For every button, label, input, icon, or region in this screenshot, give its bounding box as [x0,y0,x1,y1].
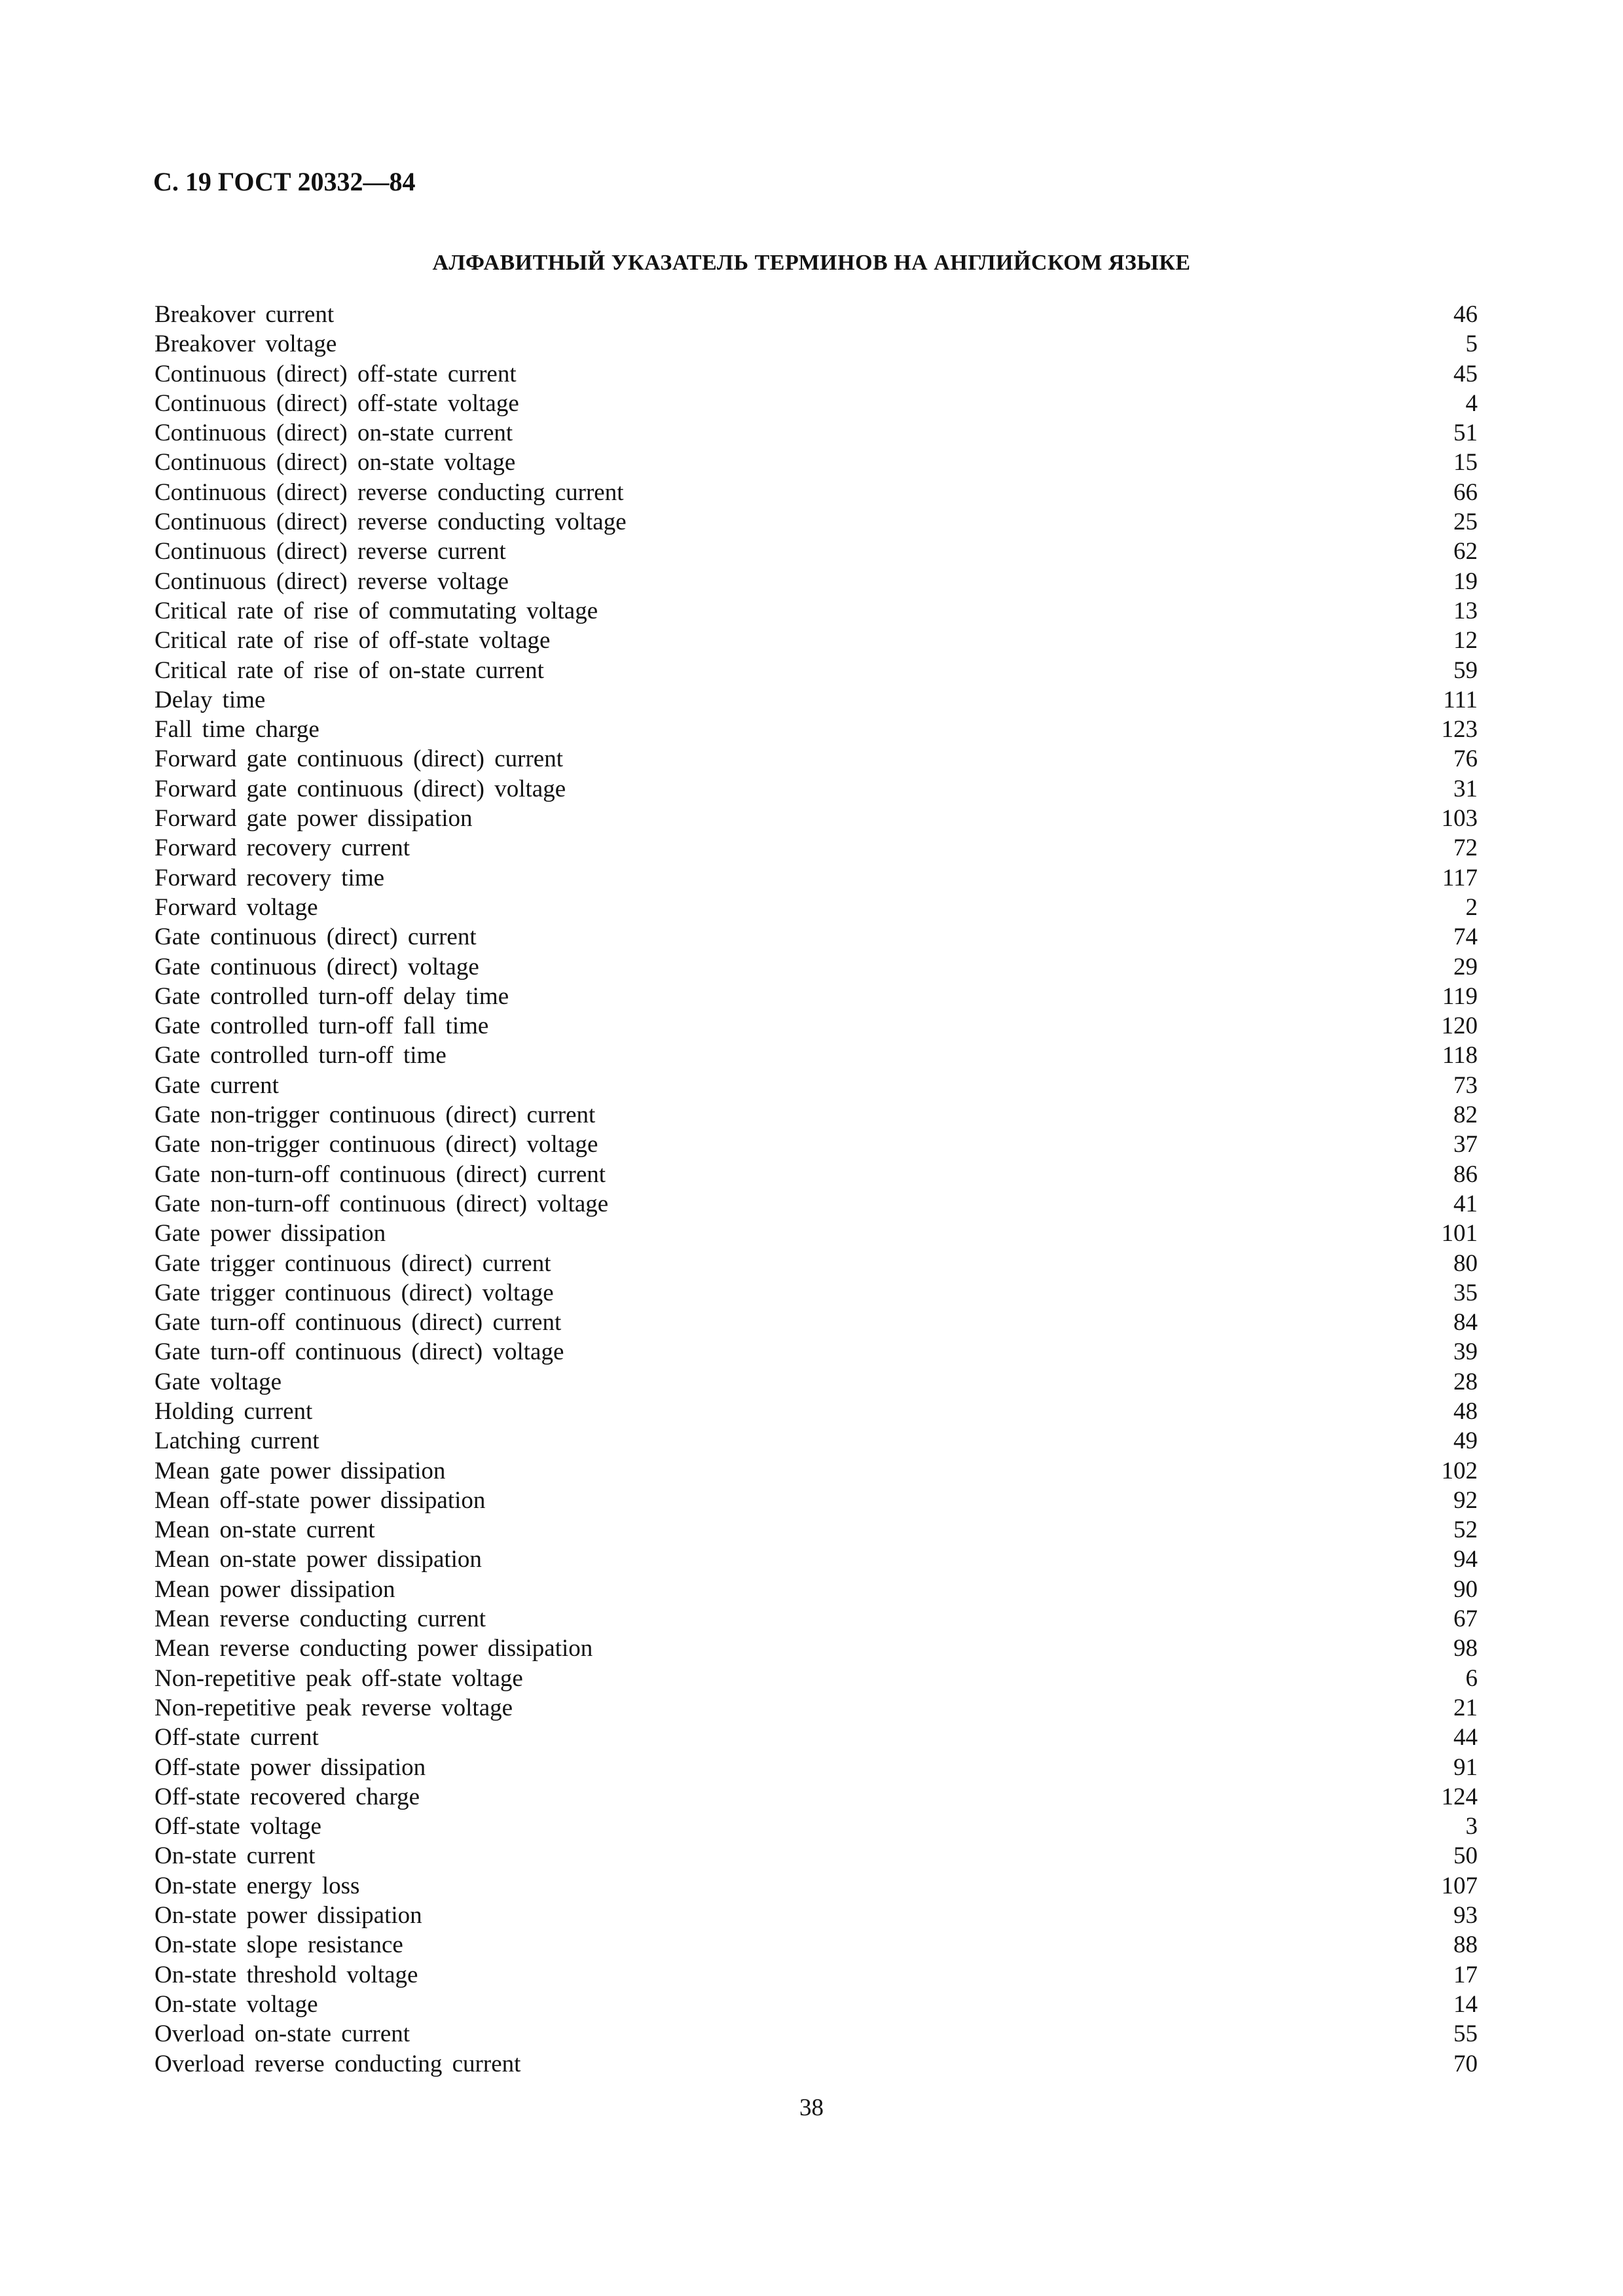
index-entry [155,744,1478,774]
index-entry-ref: 76 [1453,745,1478,773]
index-entry-ref: 73 [1453,1071,1478,1099]
index-entry-term: Gate turn-off continuous (direct) voltage [155,1338,564,1366]
index-entry-term: Off-state voltage [155,1813,321,1840]
index-entry-term: On-state threshold voltage [155,1961,418,1988]
index-entry-term: On-state energy loss [155,1872,360,1899]
index-entry [155,1901,1478,1930]
index-entry [155,982,1478,1011]
index-entry-term: Delay time [155,686,266,713]
index-entry-term: Critical rate of rise of commutating voltage [155,597,598,624]
index-entry-ref: 44 [1453,1724,1478,1751]
index-entry-ref: 84 [1453,1309,1478,1336]
index-entry-term: Continuous (direct) reverse current [155,538,506,565]
index-entry-term: Continuous (direct) off-state voltage [155,389,519,417]
index-entry-ref: 93 [1453,1902,1478,1929]
index-entry [155,893,1478,922]
index-entry-ref: 48 [1453,1397,1478,1425]
index-entry-term: Fall time charge [155,716,319,744]
index-entry-ref: 51 [1453,420,1478,447]
index-entry [155,359,1478,389]
index-entry-ref: 4 [1465,389,1478,417]
index-entry-ref: 107 [1441,1872,1478,1899]
index-entry [155,1160,1478,1189]
index-entry-term: Mean off-state power dissipation [155,1486,486,1514]
index-entry-term: Continuous (direct) reverse voltage [155,567,509,595]
index-entry-ref: 41 [1453,1190,1478,1217]
index-entry-term: Gate controlled turn-off time [155,1042,447,1069]
index-entry-term: Holding current [155,1397,313,1425]
index-entry-ref: 5 [1465,331,1478,358]
index-entry-term: Continuous (direct) reverse conducting current [155,478,624,506]
index-entry-term: Gate current [155,1071,279,1099]
index-entry [155,1397,1478,1426]
index-entry [155,389,1478,418]
index-entry [155,1189,1478,1219]
index-entry [155,300,1478,329]
page-number: 38 [799,2094,824,2121]
term-index-list [155,300,1478,2079]
index-entry [155,1249,1478,1278]
index-entry-ref: 15 [1453,449,1478,476]
index-entry [155,567,1478,596]
index-entry [155,448,1478,477]
index-entry-ref: 119 [1442,982,1478,1010]
index-entry-term: Off-state power dissipation [155,1753,426,1781]
index-entry-ref: 86 [1453,1160,1478,1188]
index-entry-ref: 62 [1453,538,1478,565]
index-entry-term: Mean power dissipation [155,1575,395,1603]
index-entry-ref: 103 [1441,805,1478,833]
index-entry-ref: 46 [1453,301,1478,328]
index-entry-ref: 67 [1453,1605,1478,1633]
index-entry [155,1100,1478,1130]
index-entry [155,1426,1478,1456]
index-entry-ref: 124 [1441,1783,1478,1810]
index-entry [155,833,1478,863]
index-entry [155,1011,1478,1041]
index-entry-ref: 52 [1453,1516,1478,1544]
index-entry-ref: 29 [1453,953,1478,980]
index-entry-ref: 50 [1453,1842,1478,1870]
index-entry [155,1071,1478,1100]
index-entry [155,1575,1478,1604]
index-entry [155,1753,1478,1782]
index-entry-term: On-state power dissipation [155,1902,422,1929]
index-entry [155,1782,1478,1812]
index-entry-ref: 28 [1453,1368,1478,1395]
index-entry [155,1486,1478,1515]
index-entry-term: Continuous (direct) reverse conducting voltage [155,509,627,536]
index-entry-ref: 74 [1453,924,1478,951]
index-entry-ref: 66 [1453,478,1478,506]
index-entry [155,774,1478,804]
index-entry-ref: 59 [1453,656,1478,684]
index-entry-term: Continuous (direct) off-state current [155,360,517,387]
index-entry-term: Gate controlled turn-off fall time [155,1013,489,1040]
index-entry [155,478,1478,507]
index-entry [155,685,1478,715]
index-entry-ref: 90 [1453,1575,1478,1603]
index-entry [155,1337,1478,1367]
index-entry-term: Non-repetitive peak off-state voltage [155,1664,523,1692]
index-entry [155,2019,1478,2049]
index-entry-term: Forward recovery time [155,864,385,891]
index-entry [155,1041,1478,1070]
index-entry-term: Critical rate of rise of on-state current [155,656,544,684]
index-entry-term: Forward voltage [155,893,318,921]
index-entry-term: Overload on-state current [155,2020,410,2048]
index-entry-ref: 101 [1441,1220,1478,1247]
index-entry-ref: 91 [1453,1753,1478,1781]
index-entry-ref: 80 [1453,1249,1478,1277]
index-entry-term: Latching current [155,1427,319,1455]
index-entry [155,1456,1478,1486]
index-entry-ref: 39 [1453,1338,1478,1366]
index-entry-term: Forward gate continuous (direct) current [155,745,564,773]
index-entry-term: Gate power dissipation [155,1220,386,1247]
page-header: С. 19 ГОСТ 20332—84 [153,167,416,196]
index-entry-term: Off-state current [155,1724,319,1751]
index-entry-ref: 70 [1453,2050,1478,2077]
index-entry-ref: 72 [1453,834,1478,862]
index-entry-ref: 3 [1465,1813,1478,1840]
index-entry-ref: 120 [1441,1013,1478,1040]
index-entry-term: Gate trigger continuous (direct) voltage [155,1279,554,1306]
index-entry [155,1545,1478,1574]
index-entry [155,1930,1478,1960]
index-entry [155,656,1478,685]
index-entry-term: Gate voltage [155,1368,282,1395]
index-entry-ref: 45 [1453,360,1478,387]
index-entry [155,1812,1478,1841]
index-entry-ref: 117 [1442,864,1478,891]
index-entry-ref: 88 [1453,1931,1478,1959]
index-entry-term: Gate controlled turn-off delay time [155,982,509,1010]
index-entry-term: Overload reverse conducting current [155,2050,521,2077]
index-entry-term: Gate non-turn-off continuous (direct) voltage [155,1190,609,1217]
index-entry-term: On-state current [155,1842,316,1870]
index-entry-ref: 82 [1453,1102,1478,1129]
index-entry-term: Gate non-turn-off continuous (direct) current [155,1160,606,1188]
index-entry [155,1278,1478,1308]
index-entry-term: Mean on-state current [155,1516,375,1544]
index-entry [155,1664,1478,1693]
index-entry [155,1219,1478,1248]
index-entry-term: Breakover voltage [155,331,337,358]
index-entry [155,626,1478,655]
index-entry-term: Gate continuous (direct) voltage [155,953,479,980]
index-entry-ref: 2 [1465,893,1478,921]
index-entry-term: Gate continuous (direct) current [155,924,477,951]
index-entry-term: Forward recovery current [155,834,410,862]
index-entry-ref: 98 [1453,1635,1478,1662]
index-entry-term: Gate non-trigger continuous (direct) current [155,1102,596,1129]
index-entry-term: Forward gate power dissipation [155,805,473,833]
index-entry [155,1367,1478,1397]
index-entry-term: Mean on-state power dissipation [155,1546,482,1573]
index-entry-term: Gate turn-off continuous (direct) current [155,1309,562,1336]
index-entry-ref: 102 [1441,1457,1478,1484]
index-entry-ref: 49 [1453,1427,1478,1455]
index-entry [155,329,1478,359]
index-entry-ref: 6 [1465,1664,1478,1692]
index-entry-ref: 14 [1453,1990,1478,2018]
index-entry [155,418,1478,448]
index-entry [155,1960,1478,1990]
index-entry [155,715,1478,744]
index-entry-term: Gate non-trigger continuous (direct) voltage [155,1131,598,1158]
index-entry-ref: 37 [1453,1131,1478,1158]
index-entry-term: Mean reverse conducting current [155,1605,486,1633]
index-entry-term: Critical rate of rise of off-state voltage [155,627,551,655]
index-entry [155,804,1478,833]
index-entry-ref: 25 [1453,509,1478,536]
index-entry-ref: 123 [1441,716,1478,744]
index-entry-term: Off-state recovered charge [155,1783,420,1810]
index-entry [155,1515,1478,1545]
index-entry [155,1693,1478,1723]
index-entry-ref: 21 [1453,1694,1478,1721]
index-entry-term: Gate trigger continuous (direct) current [155,1249,551,1277]
index-entry-term: Continuous (direct) on-state current [155,420,513,447]
index-entry-ref: 31 [1453,775,1478,802]
index-entry-ref: 92 [1453,1486,1478,1514]
index-entry-term: Mean gate power dissipation [155,1457,446,1484]
index-entry-term: On-state voltage [155,1990,318,2018]
index-entry-ref: 55 [1453,2020,1478,2048]
index-entry [155,952,1478,982]
index-entry [155,537,1478,566]
index-entry-term: Non-repetitive peak reverse voltage [155,1694,513,1721]
index-entry-ref: 19 [1453,567,1478,595]
index-entry-term: Mean reverse conducting power dissipation [155,1635,593,1662]
index-entry [155,1841,1478,1871]
index-entry [155,596,1478,626]
index-entry-ref: 13 [1453,597,1478,624]
index-entry-ref: 94 [1453,1546,1478,1573]
index-entry-term: Forward gate continuous (direct) voltage [155,775,566,802]
index-entry [155,1634,1478,1663]
index-entry-ref: 35 [1453,1279,1478,1306]
index-entry [155,1723,1478,1752]
index-entry-ref: 118 [1442,1042,1478,1069]
index-entry [155,1990,1478,2019]
index-entry [155,1130,1478,1159]
index-entry-ref: 111 [1443,686,1478,713]
index-entry-ref: 17 [1453,1961,1478,1988]
index-entry [155,507,1478,537]
index-entry [155,1308,1478,1337]
index-entry-term: Continuous (direct) on-state voltage [155,449,516,476]
index-entry [155,863,1478,893]
index-entry [155,2049,1478,2079]
index-entry-ref: 12 [1453,627,1478,655]
index-entry-term: On-state slope resistance [155,1931,403,1959]
index-title: АЛФАВИТНЫЙ УКАЗАТЕЛЬ ТЕРМИНОВ НА АНГЛИЙСКОМ ЯЗЫКЕ [432,251,1191,275]
index-entry-term: Breakover current [155,301,335,328]
index-entry [155,1871,1478,1901]
index-entry [155,1604,1478,1634]
index-entry [155,922,1478,952]
